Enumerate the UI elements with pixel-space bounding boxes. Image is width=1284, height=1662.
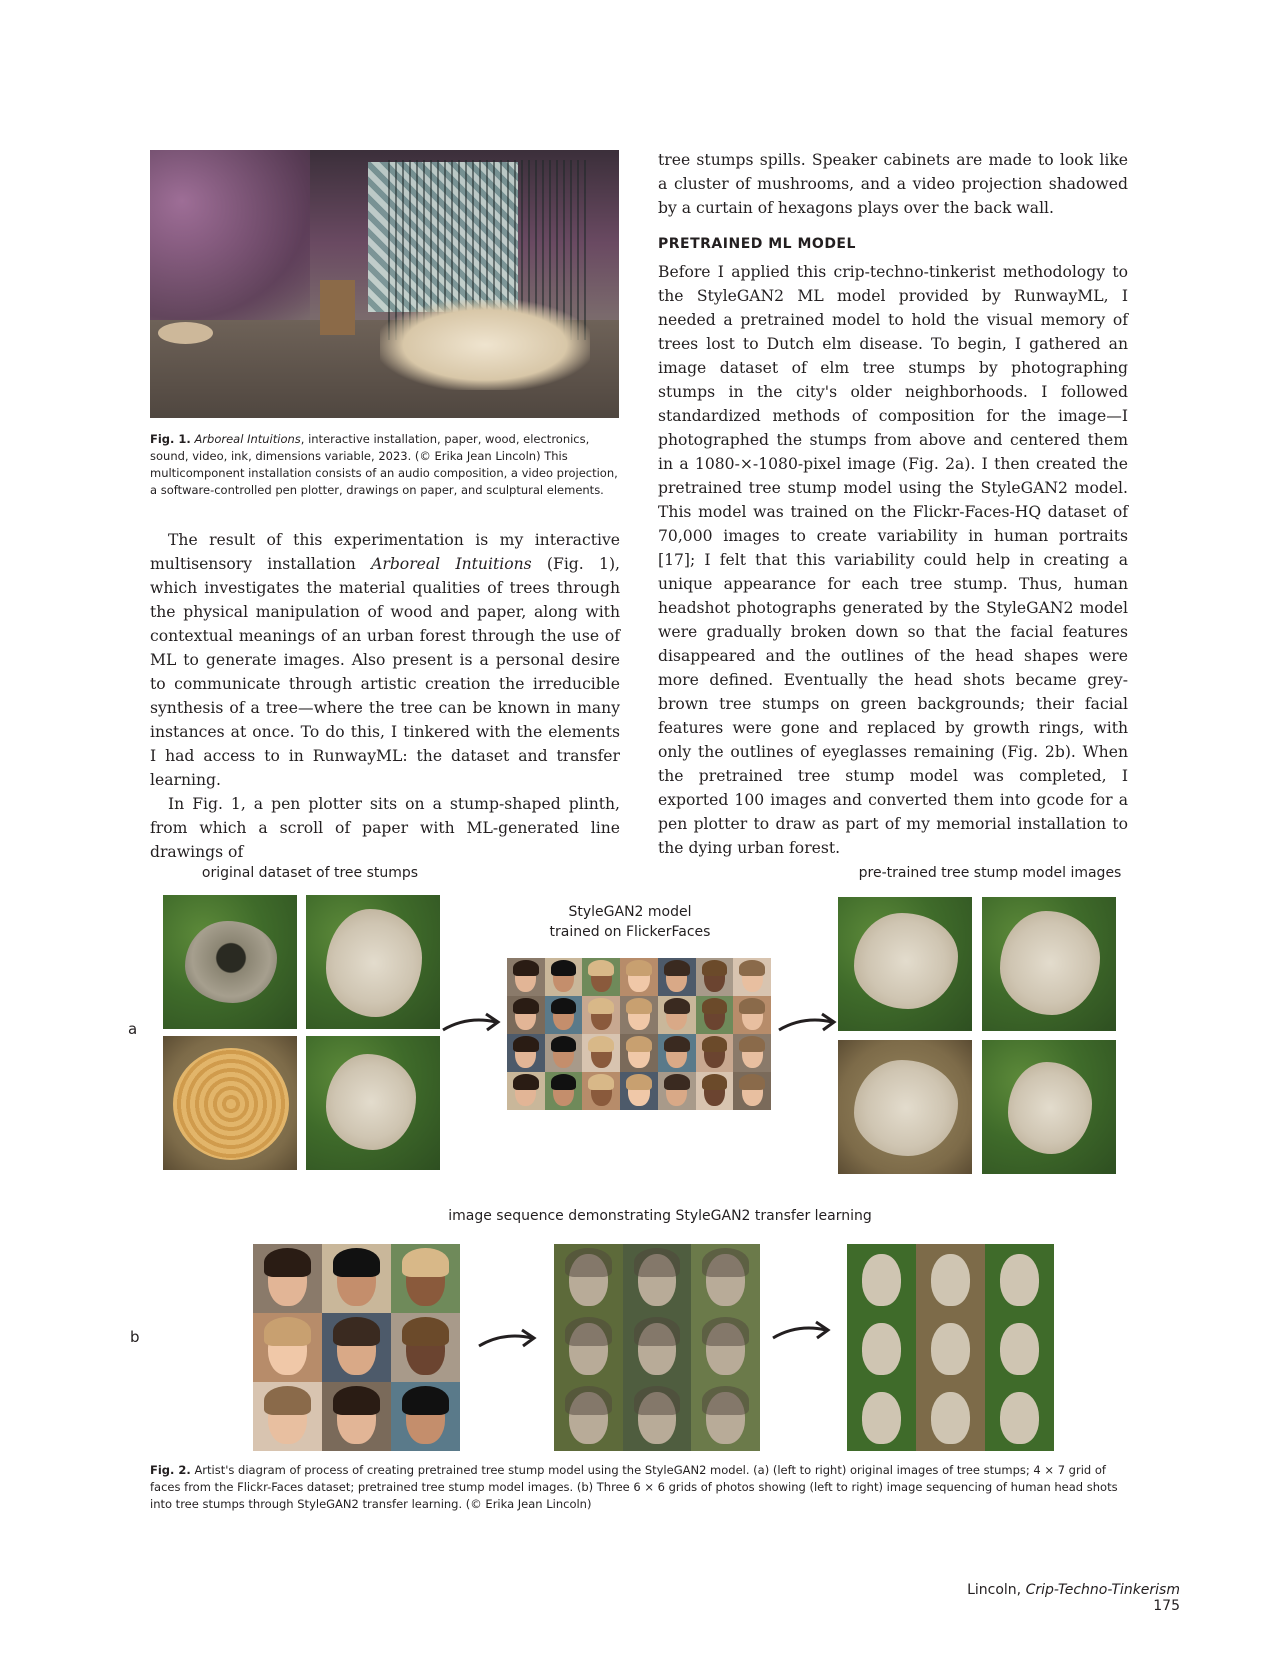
face-thumbnail xyxy=(507,958,545,996)
face-thumbnail xyxy=(322,1382,391,1451)
face-thumbnail xyxy=(658,958,696,996)
stump-thumbnail xyxy=(985,1313,1054,1382)
face-thumbnail xyxy=(620,996,658,1034)
right-paragraph-3: Before I applied this crip-techno-tinkerist methodology to the StyleGAN2 ML model provided by RunwayML, I needed a pretrained model to hold the visual memory of trees lost to Dutch elm disease. To begin, I gathered an image dataset of elm tree stumps by photographing stumps in the city's older neighborhoods. I followed standardized methods of composition for the image—I photographed the stumps from above and centered them in a 1080-×-1080-pixel image (Fig. 2a). I then created the pretrained tree stump model using the StyleGAN2 model. This model was trained on the Flickr-Faces-HQ dataset of 70,000 images to create variability in human portraits [17]; I felt that this variability could help in creating a unique appearance for each tree stump. Thus, human headshot photographs generated by the StyleGAN2 model were gradually broken down so that the facial features disappeared and the outlines of the head shapes were more defined. Eventually the head shots became grey-brown tree stumps on green backgrounds; their facial features were gone and replaced by growth rings, with only the outlines of eyeglasses remaining (Fig. 2b). When the pretrained tree stump model was completed, I exported 100 images and converted them into gcode for a pen plotter to draw as part of my memorial installation to the dying urban forest. xyxy=(658,263,1128,857)
right-column xyxy=(658,148,1128,860)
face-thumbnail xyxy=(691,1382,760,1451)
left-paragraph-1: The result of this experimentation is my interactive multisensory installation Arboreal Intuitions (Fig. 1), which investigates the material qualities of trees through the physical manipulation of wood and paper, along with contextual meanings of an urban forest through the use of ML to generate images. Also present is a personal desire to communicate through artistic creation the irreducible synthesis of a tree—where the tree can be known in many instances at once. To do this, I tinkered with the elements I had access to in RunwayML: the dataset and transfer learning. xyxy=(150,531,620,789)
sequence-stumps-grid xyxy=(847,1244,1054,1451)
stump-thumbnail xyxy=(847,1382,916,1451)
page-number: 175 xyxy=(1153,1598,1180,1614)
figure-1-caption xyxy=(150,431,620,499)
sequence-faces-grid xyxy=(253,1244,460,1451)
face-thumbnail xyxy=(658,1034,696,1072)
label-image-sequence: image sequence demonstrating StyleGAN2 transfer learning xyxy=(448,1208,872,1224)
face-thumbnail xyxy=(391,1244,460,1313)
stump-thumbnail xyxy=(916,1244,985,1313)
face-thumbnail xyxy=(620,958,658,996)
panel-label-b: b xyxy=(130,1328,140,1346)
stump-thumbnail xyxy=(847,1313,916,1382)
stump-thumbnail xyxy=(847,1244,916,1313)
face-thumbnail xyxy=(696,1034,734,1072)
face-thumbnail xyxy=(733,1034,771,1072)
face-thumbnail xyxy=(545,958,583,996)
face-thumbnail xyxy=(507,1034,545,1072)
fig1-caption-title: Arboreal Intuitions xyxy=(194,432,301,446)
original-stump-image xyxy=(306,895,440,1029)
face-thumbnail xyxy=(623,1382,692,1451)
face-thumbnail xyxy=(696,958,734,996)
figure-1-photo xyxy=(150,150,619,418)
arrow-icon xyxy=(770,1316,832,1346)
arrow-icon xyxy=(440,1008,502,1038)
section-heading: PRETRAINED ML MODEL xyxy=(658,236,856,252)
pretrained-stump-image xyxy=(838,1040,972,1174)
face-thumbnail xyxy=(253,1382,322,1451)
left-paragraph-2: In Fig. 1, a pen plotter sits on a stump-shaped plinth, from which a scroll of paper with ML-generated line drawings of xyxy=(150,795,620,861)
stump-thumbnail xyxy=(985,1244,1054,1313)
label-original-dataset: original dataset of tree stumps xyxy=(201,865,419,881)
original-stump-image xyxy=(306,1036,440,1170)
original-stump-image xyxy=(163,895,297,1029)
face-thumbnail xyxy=(507,996,545,1034)
face-thumbnail xyxy=(582,1034,620,1072)
original-stump-image xyxy=(163,1036,297,1170)
face-thumbnail xyxy=(733,1072,771,1110)
face-thumbnail xyxy=(696,1072,734,1110)
face-thumbnail xyxy=(733,958,771,996)
footer-author: Lincoln, xyxy=(967,1582,1026,1598)
right-paragraph-continued: tree stumps spills. Speaker cabinets are made to look like a cluster of mushrooms, and a video projection shadowed by a curtain of hexagons plays over the back wall. xyxy=(658,151,1128,217)
left-column xyxy=(150,528,620,864)
face-thumbnail xyxy=(696,996,734,1034)
face-thumbnail xyxy=(623,1244,692,1313)
face-thumbnail xyxy=(253,1244,322,1313)
face-thumbnail xyxy=(545,996,583,1034)
face-thumbnail xyxy=(554,1313,623,1382)
face-thumbnail xyxy=(554,1382,623,1451)
flickr-faces-grid xyxy=(507,958,771,1110)
face-thumbnail xyxy=(253,1313,322,1382)
panel-label-a: a xyxy=(128,1020,138,1038)
figure-2-caption xyxy=(150,1462,1130,1513)
face-thumbnail xyxy=(691,1244,760,1313)
stump-thumbnail xyxy=(916,1313,985,1382)
face-thumbnail xyxy=(733,996,771,1034)
installation-title: Arboreal Intuitions xyxy=(371,555,532,573)
face-thumbnail xyxy=(582,996,620,1034)
fig2-caption-text: Artist's diagram of process of creating pretrained tree stump model using the StyleGAN2 model. (a) (left to right) original images of tree stumps; 4 × 7 grid of faces from the Flickr-Faces dataset; pretrained tree stump model images. (b) Three 6 × 6 grids of photos showing (left to right) image sequencing of human head shots into tree stumps through StyleGAN2 transfer learning. (© Erika Jean Lincoln) xyxy=(150,1463,1118,1511)
face-thumbnail xyxy=(545,1072,583,1110)
label-pretrained-images: pre-trained tree stump model images xyxy=(858,865,1122,881)
face-thumbnail xyxy=(554,1244,623,1313)
face-thumbnail xyxy=(582,958,620,996)
face-thumbnail xyxy=(582,1072,620,1110)
face-thumbnail xyxy=(322,1244,391,1313)
face-thumbnail xyxy=(620,1034,658,1072)
arrow-icon xyxy=(476,1324,538,1354)
fig2-caption-label: Fig. 2. xyxy=(150,1463,191,1477)
face-thumbnail xyxy=(691,1313,760,1382)
face-thumbnail xyxy=(620,1072,658,1110)
face-thumbnail xyxy=(623,1313,692,1382)
stump-thumbnail xyxy=(985,1382,1054,1451)
face-thumbnail xyxy=(658,1072,696,1110)
sequence-intermediate-grid xyxy=(554,1244,760,1451)
fig1-caption-label: Fig. 1. xyxy=(150,432,191,446)
footer-title: Crip-Techno-Tinkerism xyxy=(1025,1582,1180,1598)
face-thumbnail xyxy=(507,1072,545,1110)
pretrained-stump-image xyxy=(982,897,1116,1031)
face-thumbnail xyxy=(545,1034,583,1072)
stump-thumbnail xyxy=(916,1382,985,1451)
arrow-icon xyxy=(776,1008,838,1038)
pretrained-stump-image xyxy=(838,897,972,1031)
label-stylegan-model: StyleGAN2 model trained on FlickerFaces xyxy=(549,904,711,940)
running-footer xyxy=(940,1582,1180,1614)
face-thumbnail xyxy=(322,1313,391,1382)
pretrained-stump-image xyxy=(982,1040,1116,1174)
fig1-caption-text: , interactive installation, paper, wood, electronics, sound, video, ink, dimensions variable, 2023. (© Erika Jean Lincoln) This multicomponent installation consists of an audio composition, a video projection, a software-controlled pen plotter, drawings on paper, and sculptural elements. xyxy=(150,432,618,497)
face-thumbnail xyxy=(391,1382,460,1451)
face-thumbnail xyxy=(391,1313,460,1382)
face-thumbnail xyxy=(658,996,696,1034)
